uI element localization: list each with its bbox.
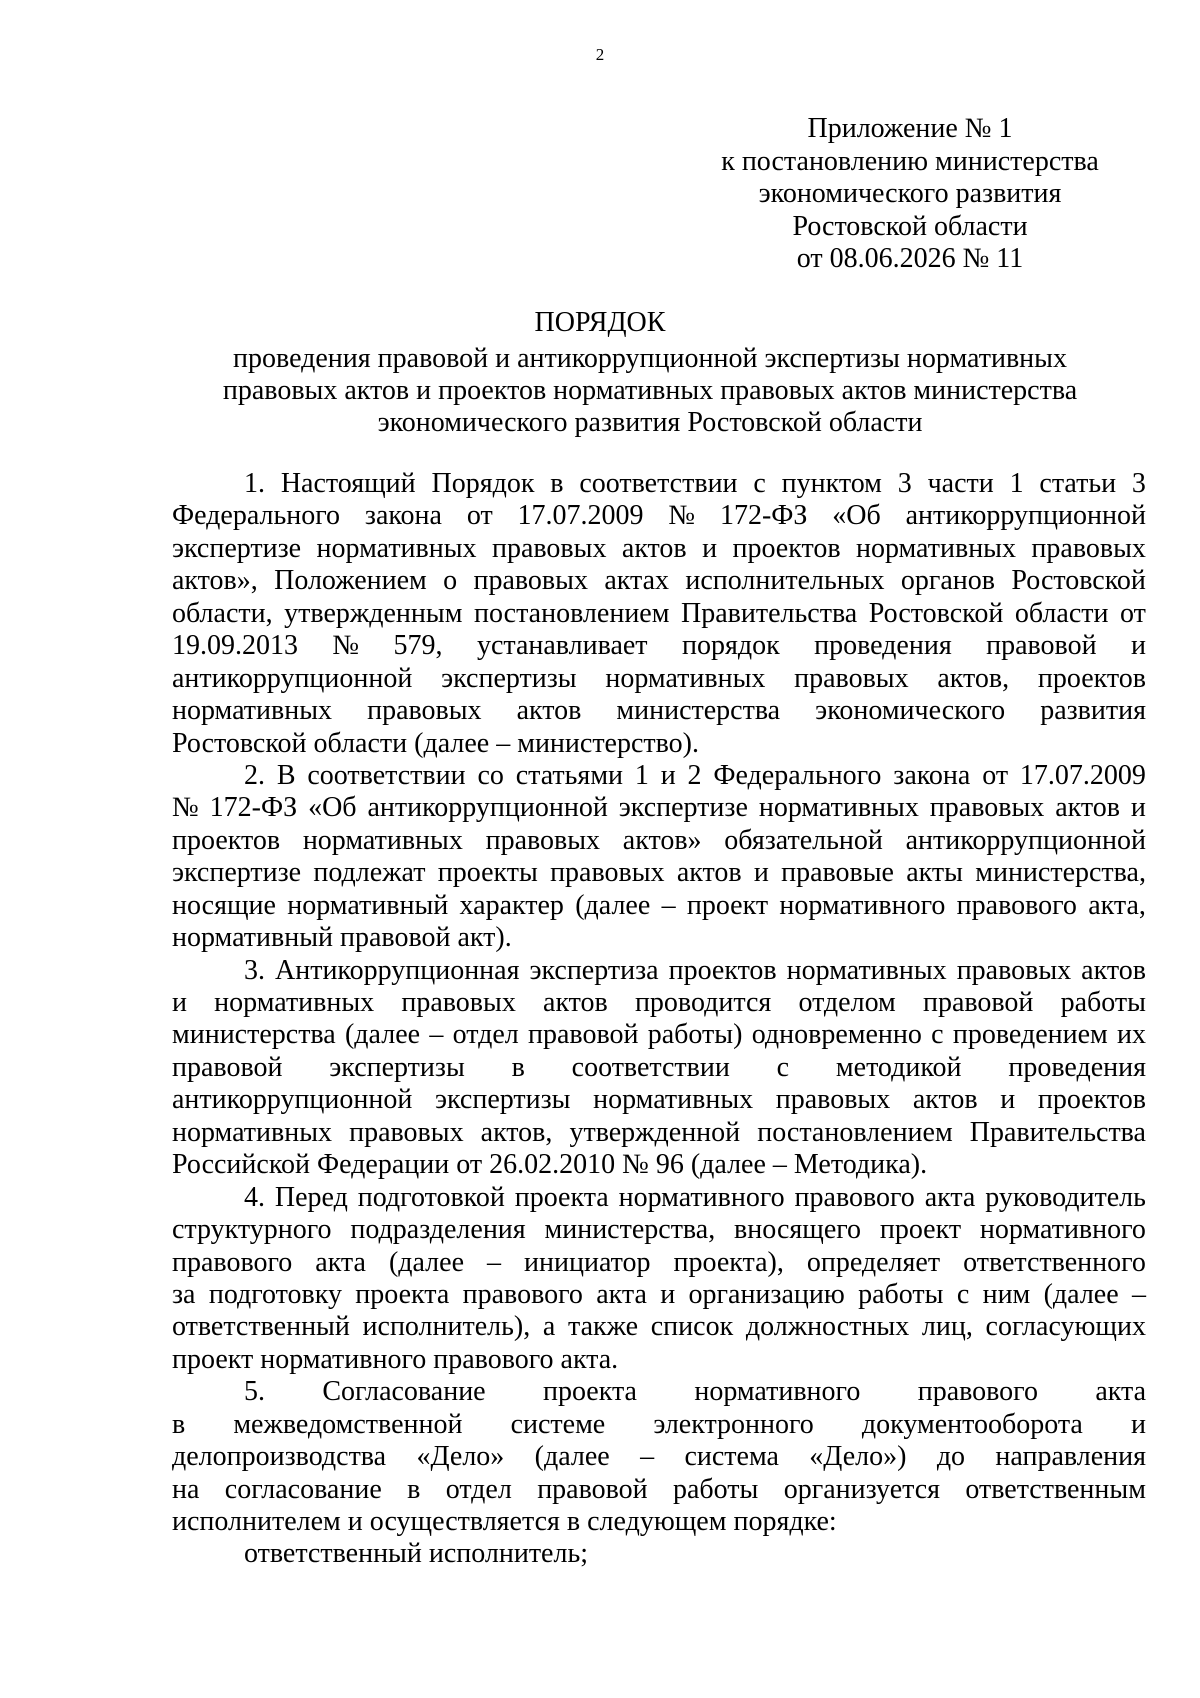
paragraph xyxy=(172,760,1146,955)
appendix-header xyxy=(690,113,1130,276)
subtitle-line: экономического развития Ростовской области xyxy=(377,407,923,438)
text-line: нормативный правовой акт). xyxy=(172,922,512,954)
text-line: исполнителем и осуществляется в следующем порядке: xyxy=(172,1506,837,1537)
text-line: правовой экспертизы в соответствии с методикой проведения xyxy=(172,1051,1146,1083)
text-line: правового акта (далее – инициатор проекта), определяет ответственного xyxy=(172,1246,1146,1278)
appendix-line: от 08.06.2026 № 11 xyxy=(796,243,1024,274)
document-title: ПОРЯДОК xyxy=(534,307,666,338)
text-line: нормативных правовых актов министерства экономического развития xyxy=(172,695,1146,727)
text-line: экспертизе нормативных правовых актов и проектов нормативных правовых xyxy=(172,532,1146,564)
text-line: Ростовской области (далее – министерство). xyxy=(172,727,699,759)
paragraph xyxy=(172,1182,1146,1377)
paragraph xyxy=(172,1376,1146,1538)
paragraph xyxy=(172,468,1146,760)
text-line: проект нормативного правового акта. xyxy=(172,1343,619,1375)
text-line: 5. Согласование проекта нормативного правового акта xyxy=(244,1376,1146,1408)
text-line: на согласование в отдел правовой работы организуется ответственным xyxy=(172,1473,1146,1505)
text-line: в межведомственной системе электронного документооборота и xyxy=(172,1408,1146,1440)
subtitle-line: правовых актов и проектов нормативных правовых актов министерства xyxy=(222,375,1078,406)
text-line: Российской Федерации от 26.02.2010 № 96 (далее – Методика). xyxy=(172,1149,928,1181)
text-line: 19.09.2013 № 579, устанавливает порядок проведения правовой и xyxy=(172,630,1146,662)
text-line: Федерального закона от 17.07.2009 № 172-ФЗ «Об антикоррупционной xyxy=(172,500,1146,532)
text-line: нормативных правовых актов, утвержденной постановлением Правительства xyxy=(172,1116,1146,1148)
text-line: № 172-ФЗ «Об антикоррупционной экспертизе нормативных правовых актов и xyxy=(172,792,1146,824)
text-line: носящие нормативный характер (далее – проект нормативного правового акта, xyxy=(172,889,1146,921)
appendix-line: Ростовской области xyxy=(792,210,1028,242)
paragraph xyxy=(172,1538,1146,1570)
document-body xyxy=(172,468,1146,1571)
text-line: проектов нормативных правовых актов» обязательной антикоррупционной xyxy=(172,824,1146,856)
text-line: министерства (далее – отдел правовой работы) одновременно с проведением их xyxy=(172,1019,1146,1051)
text-line: антикоррупционной экспертизы нормативных правовых актов, проектов xyxy=(172,662,1146,694)
document-subtitle xyxy=(200,343,1100,439)
appendix-line: экономического развития xyxy=(758,178,1062,209)
paragraph xyxy=(172,955,1146,1182)
text-line: актов», Положением о правовых актах исполнительных органов Ростовской xyxy=(172,565,1146,597)
text-line: экспертизе подлежат проекты правовых актов и правовые акты министерства, xyxy=(172,857,1146,889)
text-line: делопроизводства «Дело» (далее – система «Дело») до направления xyxy=(172,1441,1146,1473)
page-number: 2 xyxy=(595,45,605,64)
text-line: и нормативных правовых актов проводится отделом правовой работы xyxy=(172,987,1146,1018)
text-line: 3. Антикоррупционная экспертиза проектов нормативных правовых актов xyxy=(244,954,1146,986)
appendix-line: Приложение № 1 xyxy=(807,113,1013,144)
text-line: структурного подразделения министерства, вносящего проект нормативного xyxy=(172,1214,1146,1246)
appendix-line: к постановлению министерства xyxy=(721,145,1099,177)
text-line: 4. Перед подготовкой проекта нормативного правового акта руководитель xyxy=(244,1181,1146,1213)
text-line: 2. В соответствии со статьями 1 и 2 Федерального закона от 17.07.2009 xyxy=(244,759,1146,791)
subtitle-line: проведения правовой и антикоррупционной экспертизы нормативных xyxy=(233,343,1067,374)
text-line: области, утвержденным постановлением Правительства Ростовской области от xyxy=(172,597,1146,629)
text-line: 1. Настоящий Порядок в соответствии с пунктом 3 части 1 статьи 3 xyxy=(244,468,1146,499)
text-line: антикоррупционной экспертизы нормативных правовых актов и проектов xyxy=(172,1084,1146,1116)
text-line: ответственный исполнитель; xyxy=(244,1538,588,1570)
text-line: ответственный исполнитель), а также список должностных лиц, согласующих xyxy=(172,1311,1146,1343)
text-line: за подготовку проекта правового акта и организацию работы с ним (далее – xyxy=(172,1278,1146,1310)
